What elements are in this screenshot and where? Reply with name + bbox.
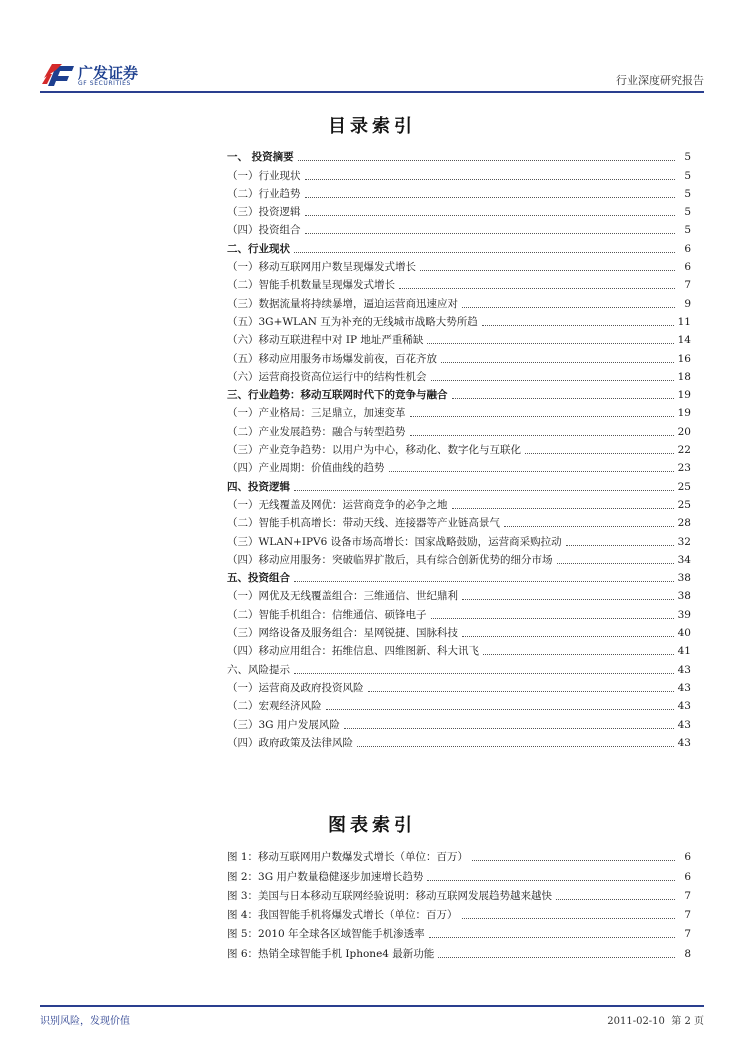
toc-entry[interactable] (227, 384, 691, 402)
toc-entry[interactable] (227, 402, 691, 420)
figure-entry-title: 图 6：热销全球智能手机 Iphone4 最新功能 (227, 947, 435, 960)
toc-entry[interactable] (227, 658, 691, 676)
dot-leader (294, 489, 674, 491)
figure-entry-title: 图 4：我国智能手机将爆发式增长（单位：百万） (227, 909, 458, 922)
toc-entry-page: 43 (677, 681, 691, 694)
toc-entry-title: （二）智能手机组合：信维通信、硕锋电子 (227, 608, 427, 621)
toc-entry-title: 六、风险提示 (227, 663, 290, 676)
dot-leader (566, 544, 674, 546)
toc-entry[interactable] (227, 585, 691, 603)
toc-entry-title: （二）智能手机数量呈现爆发式增长 (227, 279, 395, 292)
toc-entry-title: （三）投资逻辑 (227, 206, 301, 219)
dot-leader (410, 434, 674, 436)
dot-leader (462, 635, 674, 637)
toc-entry-title: （五）移动应用服务市场爆发前夜，百花齐放 (227, 352, 437, 365)
logo-chinese-name: 广发证券 (78, 64, 139, 82)
toc-entry-title: （一）行业现状 (227, 169, 301, 182)
toc-entry-title: （一）无线覆盖及网优：运营商竞争的必争之地 (227, 498, 448, 511)
toc-entry-page: 5 (684, 206, 691, 219)
toc-entry[interactable] (227, 183, 691, 201)
toc-entry[interactable] (227, 329, 691, 347)
toc-entry[interactable] (227, 603, 691, 621)
header-divider (40, 91, 704, 93)
dot-leader (344, 727, 674, 729)
toc-entry[interactable] (227, 420, 691, 438)
toc-entry-title: （二）产业发展趋势：融合与转型趋势 (227, 425, 406, 438)
figure-entry[interactable] (227, 864, 691, 883)
toc-entry-title: （六）运营商投资高位运行中的结构性机会 (227, 370, 427, 383)
toc-entry[interactable] (227, 311, 691, 329)
dot-leader (525, 452, 674, 454)
figure-index-title: 图表索引 (328, 815, 416, 836)
figure-entry[interactable] (227, 922, 691, 941)
figure-entry[interactable] (227, 884, 691, 903)
toc-entry-page: 25 (677, 498, 691, 511)
dot-leader (452, 397, 674, 399)
toc-entry-title: （三）产业竞争趋势：以用户为中心，移动化、数字化与互联化 (227, 444, 521, 457)
toc-entry-page: 7 (684, 279, 691, 292)
figure-entry-page: 7 (684, 928, 691, 941)
toc-entry-page: 23 (677, 462, 691, 475)
dot-leader (441, 361, 674, 363)
dot-leader (305, 232, 676, 234)
toc-entry-title: （四）移动应用服务：突破临界扩散后，具有综合创新优势的细分市场 (227, 553, 553, 566)
dot-leader (399, 287, 675, 289)
dot-leader (482, 324, 674, 326)
toc-entry-page: 43 (677, 663, 691, 676)
toc-entry-title: 四、投资逻辑 (227, 480, 290, 493)
toc-entry-title: 二、行业现状 (227, 242, 290, 255)
toc-entry[interactable] (227, 237, 691, 255)
figure-entry-page: 7 (684, 909, 691, 922)
toc-entry-page: 38 (677, 572, 691, 585)
dot-leader (305, 196, 676, 198)
toc-entry-page: 18 (677, 370, 691, 383)
dot-leader (483, 653, 674, 655)
dot-leader (298, 159, 675, 161)
dot-leader (305, 214, 676, 216)
toc-entry-title: （四）政府政策及法律风险 (227, 736, 353, 749)
toc-entry-title: （一）运营商及政府投资风险 (227, 681, 364, 694)
dot-leader (438, 956, 675, 958)
figure-entry-page: 6 (684, 851, 691, 864)
toc-entry-title: （一）产业格局：三足鼎立，加速变革 (227, 407, 406, 420)
toc-entry-page: 34 (677, 553, 691, 566)
toc-entry-title: （四）产业周期：价值曲线的趋势 (227, 462, 385, 475)
toc-entry-page: 5 (684, 224, 691, 237)
toc-entry-page: 5 (684, 151, 691, 164)
dot-leader (452, 507, 674, 509)
toc-entry[interactable] (227, 567, 691, 585)
figure-index (227, 845, 691, 961)
toc-entry[interactable] (227, 677, 691, 695)
dot-leader (294, 580, 674, 582)
toc-entry-title: （四）投资组合 (227, 224, 301, 237)
dot-leader (431, 379, 674, 381)
toc-entry-page: 28 (677, 517, 691, 530)
page-header (40, 60, 704, 90)
dot-leader (305, 178, 676, 180)
toc-entry[interactable] (227, 164, 691, 182)
dot-leader (429, 936, 675, 938)
toc-entry-title: （五）3G+WLAN 互为补充的无线城市战略大势所趋 (227, 315, 478, 328)
figure-entry-page: 8 (684, 947, 691, 960)
dot-leader (326, 708, 674, 710)
dot-leader (462, 598, 674, 600)
toc-entry-page: 16 (677, 352, 691, 365)
toc-entry-page: 43 (677, 736, 691, 749)
toc-entry[interactable] (227, 219, 691, 237)
toc-entry[interactable] (227, 713, 691, 731)
toc-entry-page: 38 (677, 590, 691, 603)
toc-entry-title: （三）WLAN+IPV6 设备市场高增长：国家战略鼓励，运营商采购拉动 (227, 535, 562, 548)
footer-slogan: 识别风险，发现价值 (40, 1016, 130, 1027)
toc-entry[interactable] (227, 475, 691, 493)
toc-entry-title: （四）移动应用组合：拓维信息、四维图新、科大讯飞 (227, 645, 479, 658)
toc-entry[interactable] (227, 366, 691, 384)
table-of-contents (227, 146, 691, 750)
toc-entry-page: 41 (677, 645, 691, 658)
toc-entry[interactable] (227, 530, 691, 548)
dot-leader (420, 269, 675, 271)
footer-date: 2011-02-10 (607, 1016, 665, 1027)
figure-entry[interactable] (227, 941, 691, 960)
toc-entry[interactable] (227, 457, 691, 475)
dot-leader (462, 306, 675, 308)
figure-entry[interactable] (227, 845, 691, 864)
dot-leader (556, 898, 675, 900)
toc-entry-page: 14 (677, 334, 691, 347)
toc-entry-title: （二）宏观经济风险 (227, 700, 322, 713)
toc-entry-page: 6 (684, 242, 691, 255)
toc-entry-page: 39 (677, 608, 691, 621)
figure-entry-title: 图 1：移动互联网用户数爆发式增长（单位：百万） (227, 851, 469, 864)
dot-leader (462, 917, 675, 919)
toc-entry-title: （三）数据流量将持续暴增，逼迫运营商迅速应对 (227, 297, 458, 310)
gf-logo-icon (42, 62, 76, 88)
footer-page-number: 第 2 页 (671, 1016, 704, 1027)
toc-entry-title: （一）网优及无线覆盖组合：三维通信、世纪鼎利 (227, 590, 458, 603)
toc-entry[interactable] (227, 146, 691, 164)
toc-entry[interactable] (227, 439, 691, 457)
toc-entry[interactable] (227, 494, 691, 512)
dot-leader (294, 672, 674, 674)
footer-date-page (607, 1012, 704, 1027)
toc-entry-page: 22 (677, 444, 691, 457)
toc-entry-page: 20 (677, 425, 691, 438)
toc-entry[interactable] (227, 622, 691, 640)
dot-leader (504, 525, 674, 527)
dot-leader (557, 562, 674, 564)
toc-entry[interactable] (227, 274, 691, 292)
toc-entry-page: 25 (677, 480, 691, 493)
toc-entry[interactable] (227, 347, 691, 365)
toc-entry-title: 五、投资组合 (227, 572, 290, 585)
toc-entry-page: 43 (677, 718, 691, 731)
dot-leader (427, 342, 673, 344)
toc-entry-title: （二）智能手机高增长：带动天线、连接器等产业链高景气 (227, 517, 500, 530)
toc-entry[interactable] (227, 512, 691, 530)
toc-entry-page: 11 (677, 315, 691, 328)
dot-leader (294, 251, 675, 253)
toc-entry[interactable] (227, 549, 691, 567)
toc-entry-page: 32 (677, 535, 691, 548)
footer-divider (40, 1005, 704, 1007)
toc-entry-title: 一、 投资摘要 (227, 151, 294, 164)
toc-entry-page: 9 (684, 297, 691, 310)
dot-leader (357, 745, 674, 747)
dot-leader (410, 415, 674, 417)
figure-entry-title: 图 3：美国与日本移动互联网经验说明：移动互联网发展趋势越来越快 (227, 889, 553, 902)
toc-entry-page: 5 (684, 169, 691, 182)
dot-leader (389, 470, 674, 472)
toc-entry[interactable] (227, 256, 691, 274)
report-type: 行业深度研究报告 (616, 74, 704, 87)
toc-entry-title: 三、行业趋势：移动互联网时代下的竞争与融合 (227, 389, 448, 402)
dot-leader (427, 879, 675, 881)
toc-entry-title: （一）移动互联网用户数呈现爆发式增长 (227, 261, 416, 274)
dot-leader (472, 859, 675, 861)
toc-entry-title: （三）网络设备及服务组合：星网锐捷、国脉科技 (227, 627, 458, 640)
toc-title: 目录索引 (328, 116, 416, 137)
toc-entry-page: 40 (677, 627, 691, 640)
toc-entry[interactable] (227, 695, 691, 713)
toc-entry[interactable] (227, 640, 691, 658)
toc-entry-title: （二）行业趋势 (227, 187, 301, 200)
toc-entry-page: 19 (677, 407, 691, 420)
figure-entry-page: 6 (684, 870, 691, 883)
toc-entry-page: 5 (684, 187, 691, 200)
company-logo (40, 60, 180, 90)
toc-entry[interactable] (227, 292, 691, 310)
figure-entry[interactable] (227, 903, 691, 922)
toc-entry-page: 6 (684, 261, 691, 274)
logo-english-name: GF SECURITIES (78, 80, 131, 87)
figure-entry-title: 图 2：3G 用户数量稳健逐步加速增长趋势 (227, 870, 424, 883)
figure-entry-title: 图 5：2010 年全球各区域智能手机渗透率 (227, 928, 425, 941)
toc-entry-page: 19 (677, 389, 691, 402)
figure-entry-page: 7 (684, 889, 691, 902)
toc-entry-title: （六）移动互联进程中对 IP 地址严重稀缺 (227, 334, 424, 347)
toc-entry[interactable] (227, 732, 691, 750)
dot-leader (368, 690, 674, 692)
toc-entry[interactable] (227, 201, 691, 219)
toc-entry-page: 43 (677, 700, 691, 713)
toc-entry-title: （三）3G 用户发展风险 (227, 718, 340, 731)
dot-leader (431, 617, 674, 619)
